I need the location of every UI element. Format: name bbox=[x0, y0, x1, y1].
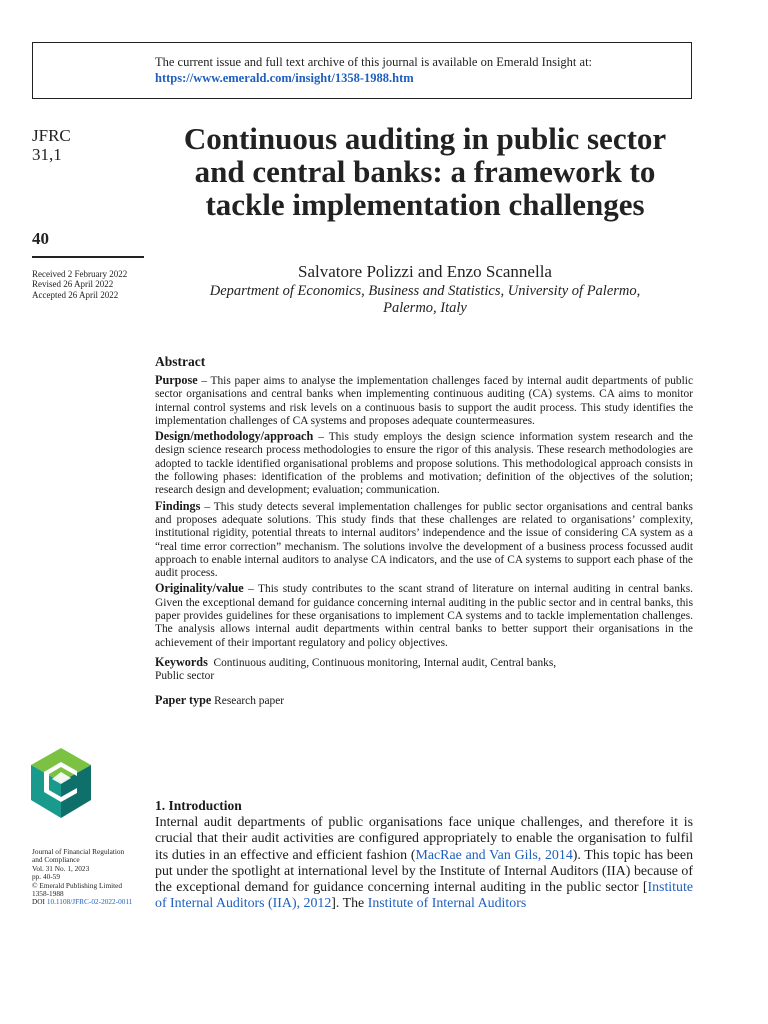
journal-info-line: and Compliance bbox=[32, 855, 80, 865]
author-affiliation bbox=[170, 283, 680, 317]
abstract-design bbox=[155, 430, 693, 497]
affiliation-line-2: Palermo, Italy bbox=[383, 300, 467, 316]
introduction-heading: 1. Introduction bbox=[155, 798, 242, 813]
design-label: Design/methodology/approach bbox=[155, 429, 314, 444]
intro-text: Internal audit departments of public organisations face unique challenges, and therefore it is crucial that their audit activities are configured appropriately to enable the organisation to fulfil its duties in an effective and efficient fashion ( bbox=[155, 815, 693, 863]
banner-text: The current issue and full text archive of this journal is available on Emerald Insight at: bbox=[155, 55, 593, 69]
affiliation-line-1: Department of Economics, Business and Statistics, University of Palermo, bbox=[209, 283, 641, 299]
introduction-section bbox=[155, 798, 693, 913]
accepted-date: Accepted 26 April 2022 bbox=[32, 289, 119, 300]
journal-info-line: Journal of Financial Regulation bbox=[32, 847, 125, 856]
article-authors: Salvatore Polizzi and Enzo Scannella bbox=[298, 262, 552, 281]
page-number: 40 bbox=[32, 229, 49, 248]
journal-info-line: 1358-1988 bbox=[32, 889, 64, 899]
journal-info-line: pp. 40-59 bbox=[32, 872, 60, 882]
abstract-heading: Abstract bbox=[155, 354, 206, 369]
journal-banner bbox=[32, 42, 692, 99]
banner-url-link[interactable]: https://www.emerald.com/insight/1358-1988.htm bbox=[155, 71, 414, 85]
article-title: Continuous auditing in public sector and central banks: a framework to tackle implementation challenges bbox=[183, 121, 667, 222]
doi-label: DOI bbox=[32, 897, 45, 907]
abstract-section bbox=[155, 354, 693, 708]
article-dates bbox=[32, 269, 127, 300]
keywords bbox=[155, 656, 693, 684]
volume-issue: 31,1 bbox=[32, 145, 62, 164]
doi-link[interactable]: 10.1108/JFRC-02-2022-0011 bbox=[46, 897, 133, 907]
citation-link[interactable]: Institute of Internal Auditors bbox=[367, 896, 527, 912]
received-date: Received 2 February 2022 bbox=[32, 269, 128, 279]
emerald-logo-icon bbox=[31, 748, 91, 818]
design-text: – This study employs the design science information system research and the design science research process methodologies to ensure the rigor of this analysis. These research methodologies are adopted to tackle identified organisational problems and propose solutions. This methodological approach consists in the following phases: identification of the problems and motivation; definition of the objectives of the solution; research design and development; evaluation; communication. bbox=[155, 431, 693, 497]
findings-text: – This study detects several implementation challenges for public sector organisations and central banks and proposes adequate solutions. This study finds that these challenges are related to organisations’ complexity, institutional rigidity, potential threats to internal auditors’ independence and the issue of considering CA system as a “real time error correction” mechanism. The solutions involve the development of a business process focussed audit approach to enable internal auditors to analyse CA indicators, and the use of CA systems to support each phase of the audit process. bbox=[155, 500, 693, 580]
paper-type-value: Research paper bbox=[214, 694, 285, 707]
introduction-paragraph bbox=[155, 815, 693, 913]
originality-label: Originality/value bbox=[155, 581, 244, 596]
originality-text: – This study contributes to the scant strand of literature on internal auditing in central banks. Given the exceptional demand for guidance concerning internal auditing in the public sector and in central banks, this paper provides guidelines for these organisations to implement CA systems and to tackle implementation challenges. The analysis allows internal audit departments within central banks to better support their organisations in the achievement of their important regulatory and policy objectives. bbox=[155, 583, 693, 649]
sidebar-divider bbox=[32, 256, 144, 258]
journal-info-line: Vol. 31 No. 1, 2023 bbox=[32, 863, 90, 873]
abstract-purpose bbox=[155, 374, 693, 428]
journal-info-line: © Emerald Publishing Limited bbox=[32, 880, 123, 890]
intro-text: ). This topic has been put under the spotlight at international level by the Institute of Internal Auditors (IIA) because of the exceptional demand for guidance concerning internal auditing in the public sector [ bbox=[155, 847, 694, 896]
paper-type-label: Paper type bbox=[155, 692, 212, 707]
journal-code bbox=[32, 126, 71, 164]
keywords-label: Keywords bbox=[155, 654, 208, 669]
abstract-findings bbox=[155, 500, 693, 581]
keywords-line-2: Public sector bbox=[155, 670, 215, 683]
keywords-line-1: Continuous auditing, Continuous monitoring, Internal audit, Central banks, bbox=[213, 656, 557, 669]
paper-type bbox=[155, 693, 693, 708]
citation-link[interactable]: Institute of Internal Auditors (IIA), 2012 bbox=[155, 880, 693, 912]
purpose-text: – This paper aims to analyse the implementation challenges faced by internal audit departments of public sector organisations and central banks when implementing continuous auditing (CA) systems. CA aims to monitor internal control systems and risk levels on a continuous basis to support the audit process. This study identifies the implementation challenges of CA systems and proposes adequate countermeasures. bbox=[155, 375, 693, 427]
doi-line bbox=[32, 898, 132, 906]
journal-abbrev: JFRC bbox=[32, 126, 71, 145]
citation-link[interactable]: MacRae and Van Gils, 2014 bbox=[415, 847, 573, 863]
intro-text: ]. The bbox=[331, 896, 368, 912]
journal-info bbox=[32, 848, 132, 907]
revised-date: Revised 26 April 2022 bbox=[32, 279, 114, 290]
purpose-label: Purpose bbox=[155, 373, 198, 387]
abstract-originality bbox=[155, 582, 693, 649]
findings-label: Findings bbox=[155, 498, 201, 513]
